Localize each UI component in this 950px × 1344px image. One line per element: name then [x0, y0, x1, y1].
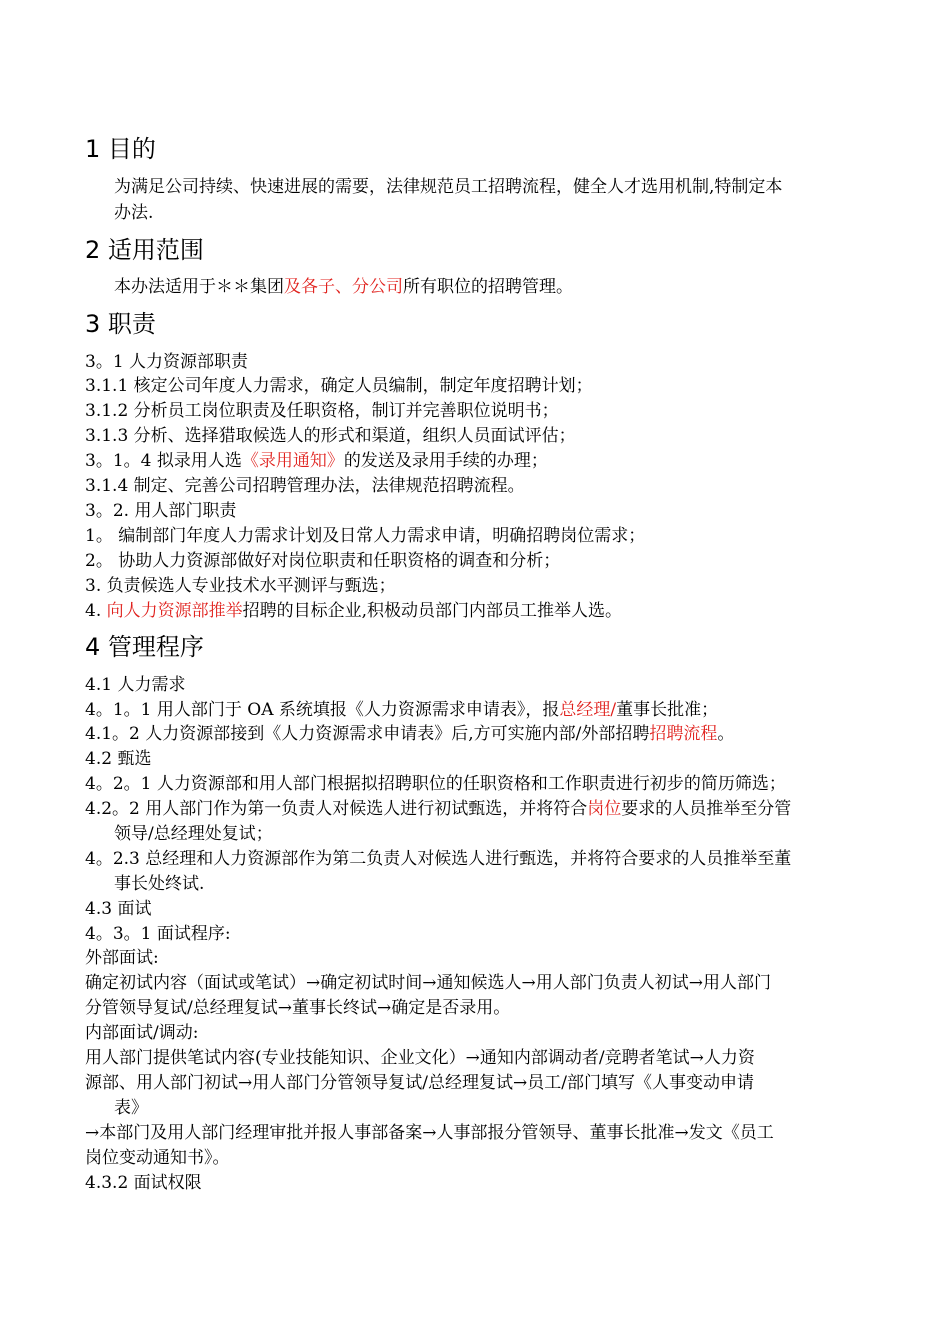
item-4-1-1 — [85, 698, 718, 722]
internal-interview-line2: 源部、用人部门初试→用人部门分管领导复试/总经理复试→员工/部门填写《人事变动申请 — [85, 1073, 754, 1093]
hr-duty-3-1-4-text-b: 的发送及录用手续的办理； — [343, 451, 548, 471]
dept-duties-title: 3。2. 用人部门职责 — [85, 501, 237, 521]
hr-duty-3-1-2: 3.1.2 分析员工岗位职责及任职资格，制订并完善职位说明书； — [85, 401, 559, 421]
internal-interview-line4: →本部门及用人部门经理审批并报人事部备案→人事部报分管领导、董事长批准→发文《员工 — [85, 1123, 774, 1143]
subsection-4-3-title: 4.3 面试 — [85, 899, 152, 919]
section-1-paragraph-line2: 办法. — [114, 203, 154, 223]
hr-duties-title: 3。1 人力资源部职责 — [85, 352, 249, 372]
external-interview-line1: 确定初试内容（面试或笔试）→确定初试时间→通知候选人→用人部门负责人初试→用人部门 — [85, 973, 771, 993]
hr-duty-3-1-4-text-a: 3。1。4 拟录用人选 — [85, 451, 242, 471]
item-4-2-2-text-a: 4.2。2 用人部门作为第一负责人对候选人进行初试甄选，并将符合 — [85, 799, 588, 819]
internal-interview-line5: 岗位变动通知书》。 — [85, 1148, 230, 1168]
hr-duty-3-1-1: 3.1.1 核定公司年度人力需求，确定人员编制，制定年度招聘计划； — [85, 376, 593, 396]
dept-duty-2: 2。 协助人力资源部做好对岗位职责和任职资格的调查和分析； — [85, 551, 561, 571]
item-4-1-2 — [85, 722, 734, 746]
section-2-text-a: 本办法适用于＊＊集团 — [114, 277, 284, 297]
dept-duty-4-highlight: 向人力资源部推举 — [106, 601, 243, 621]
item-4-1-2-highlight: 招聘流程 — [649, 724, 718, 744]
item-4-1-1-highlight: 总经理/ — [559, 700, 617, 720]
hr-duty-3-1-3: 3.1.3 分析、选择猎取候选人的形式和渠道，组织人员面试评估； — [85, 426, 576, 446]
item-4-1-1-text-b: 董事长批准； — [616, 700, 719, 720]
item-4-3-1: 4。3。1 面试程序: — [85, 924, 231, 944]
dept-duty-4-text: 招聘的目标企业,积极动员部门内部员工推举人选。 — [242, 601, 623, 621]
internal-interview-line3: 表》 — [114, 1098, 148, 1118]
item-4-1-1-text-a: 4。1。1 用人部门于 OA 系统填报《人力资源需求申请表》，报 — [85, 700, 560, 720]
hr-duty-3-1-4 — [85, 449, 548, 473]
dept-duty-4-number: 4. — [85, 601, 107, 621]
dept-duty-3: 3. 负责候选人专业技术水平测评与甄选； — [85, 576, 396, 596]
item-4-2-2 — [85, 797, 791, 821]
dept-duty-4 — [85, 599, 622, 623]
section-2-paragraph — [114, 275, 573, 299]
item-4-2-2-continued: 领导/总经理处复试； — [114, 824, 273, 844]
section-2-highlight: 及各子、分公司 — [284, 277, 403, 297]
item-4-3-2: 4.3.2 面试权限 — [85, 1173, 202, 1193]
item-4-2-2-text-b: 要求的人员推举至分管 — [621, 799, 792, 819]
dept-duty-1: 1。 编制部门年度人力需求计划及日常人力需求申请，明确招聘岗位需求； — [85, 526, 646, 546]
section-2-heading: 2 适用范围 — [85, 236, 204, 264]
external-interview-line2: 分管领导复试/总经理复试→董事长终试→确定是否录用。 — [85, 998, 511, 1018]
subsection-4-2-title: 4.2 甄选 — [85, 749, 152, 769]
subsection-4-1-title: 4.1 人力需求 — [85, 675, 186, 695]
hr-duty-3-1-4-second: 3.1.4 制定、完善公司招聘管理办法，法律规范招聘流程。 — [85, 476, 525, 496]
section-3-heading: 3 职责 — [85, 310, 156, 338]
item-4-2-3-continued: 事长处终试. — [114, 874, 205, 894]
section-1-heading: 1 目的 — [85, 135, 156, 163]
internal-interview-title: 内部面试/调动: — [85, 1023, 199, 1043]
item-4-2-3: 4。2.3 总经理和人力资源部作为第二负责人对候选人进行甄选，并将符合要求的人员推举至董 — [85, 849, 792, 869]
hr-duty-3-1-4-highlight: 《录用通知》 — [241, 451, 344, 471]
section-4-heading: 4 管理程序 — [85, 633, 204, 661]
internal-interview-line1: 用人部门提供笔试内容(专业技能知识、企业文化）→通知内部调动者/竞聘者笔试→人力资 — [85, 1048, 755, 1068]
item-4-2-2-highlight: 岗位 — [587, 799, 622, 819]
item-4-1-2-text-b: 。 — [717, 724, 735, 744]
section-1-paragraph-line1: 为满足公司持续、快速进展的需要，法律规范员工招聘流程，健全人才选用机制,特制定本 — [114, 177, 783, 197]
item-4-2-1: 4。2。1 人力资源部和用人部门根据拟招聘职位的任职资格和工作职责进行初步的简历筛选； — [85, 774, 786, 794]
external-interview-title: 外部面试: — [85, 948, 159, 968]
item-4-1-2-text-a: 4.1。2 人力资源部接到《人力资源需求申请表》后,方可实施内部/外部招聘 — [85, 724, 650, 744]
section-2-text-b: 所有职位的招聘管理。 — [403, 277, 573, 297]
